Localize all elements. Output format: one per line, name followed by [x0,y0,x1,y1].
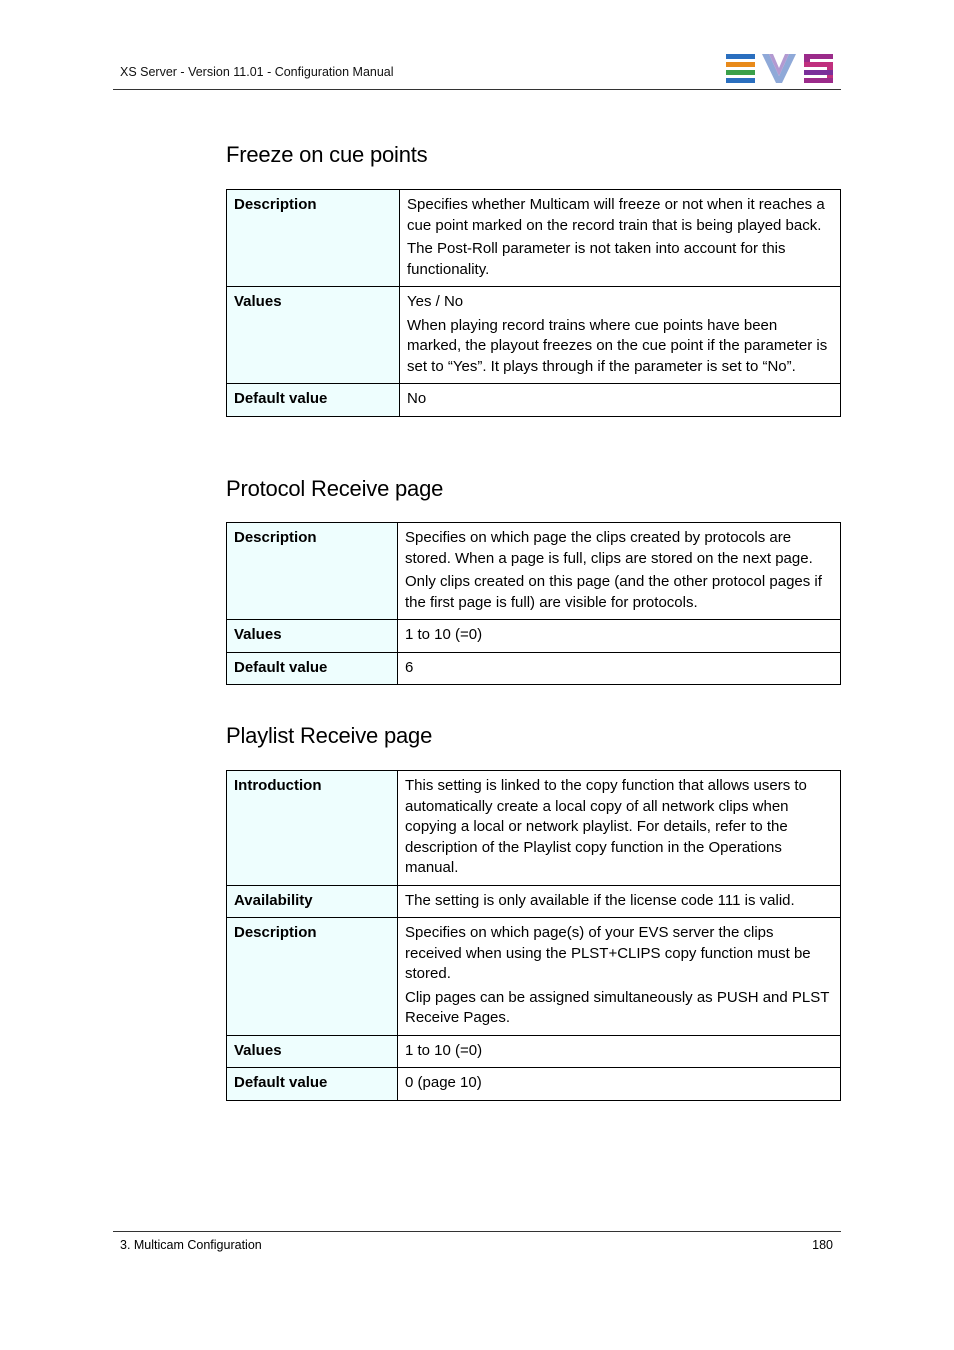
row-value [398,620,841,653]
row-label: Default value [227,652,398,685]
value-paragraph: 0 (page 10) [405,1074,482,1091]
table-row [227,384,841,417]
row-value [398,523,841,620]
row-label: Description [227,190,400,287]
value-paragraph: The setting is only available if the license code 111 is valid. [405,891,795,909]
table-row [227,1035,841,1068]
section-title-protocol-receive-page: Protocol Receive page [226,476,444,501]
table-row [227,287,841,384]
value-paragraph: The Post-Roll parameter is not taken into account for this functionality. [407,240,786,278]
row-value [400,384,841,417]
row-label: Values [227,1035,398,1068]
value-paragraph: Only clips created on this page (and the other protocol pages if the first page is full) are visible for protocols. [405,573,822,611]
row-value [398,771,841,886]
table-row [227,620,841,653]
value-paragraph: 6 [405,658,414,676]
row-value [398,918,841,1036]
value-paragraph: Yes / No [407,293,464,310]
value-paragraph: Specifies on which page the clips created by protocols are stored. When a page is full, clips are stored on the next page. [405,529,813,567]
header-divider [113,89,841,90]
row-value [398,1068,841,1101]
row-label: Values [227,620,398,653]
row-value [398,1035,841,1068]
row-label: Description [227,918,398,1036]
table-row [227,652,841,685]
value-paragraph: No [407,390,427,407]
table-row [227,918,841,1036]
row-label: Description [227,523,398,620]
parameter-table-freeze-on-cue-points [226,189,841,417]
footer-page-number: 180 [812,1238,833,1252]
table-row [227,523,841,620]
row-label: Default value [227,384,400,417]
row-label: Availability [227,885,398,918]
parameter-table-protocol-receive-page [226,522,841,685]
table-row [227,1068,841,1101]
row-label: Introduction [227,771,398,886]
table-row [227,771,841,886]
value-paragraph: Clip pages can be assigned simultaneously as PUSH and PLST Receive Pages. [405,988,830,1026]
row-value [400,190,841,287]
table-row [227,190,841,287]
footer-divider [113,1231,841,1232]
document-header-title: XS Server - Version 11.01 - Configuration Manual [120,65,394,79]
value-paragraph: Specifies whether Multicam will freeze or not when it reaches a cue point marked on the record train that is being played back. [407,196,825,234]
footer-chapter: 3. Multicam Configuration [120,1238,262,1252]
row-value [398,652,841,685]
row-label: Default value [227,1068,398,1101]
value-paragraph: Specifies on which page(s) of your EVS server the clips received when using the PLST+CLIPS copy function must be stored. [405,924,811,982]
row-value [400,287,841,384]
section-title-playlist-receive-page: Playlist Receive page [226,723,433,748]
row-label: Values [227,287,400,384]
row-value [398,885,841,918]
evs-logo [726,53,834,83]
parameter-table-playlist-receive-page [226,770,841,1101]
value-paragraph: 1 to 10 (=0) [405,626,483,643]
section-title-freeze-on-cue-points: Freeze on cue points [226,142,428,167]
table-row [227,885,841,918]
value-paragraph: When playing record trains where cue points have been marked, the playout freezes on the cue point if the parameter is set to “Yes”. It plays through if the parameter is set to “No”. [407,316,828,375]
value-paragraph: 1 to 10 (=0) [405,1041,483,1059]
value-paragraph: This setting is linked to the copy function that allows users to automatically create a local copy of all network clips when copying a local or network playlist. For details, refer to the description of the Playlist copy function in the Operations manual. [405,777,807,876]
